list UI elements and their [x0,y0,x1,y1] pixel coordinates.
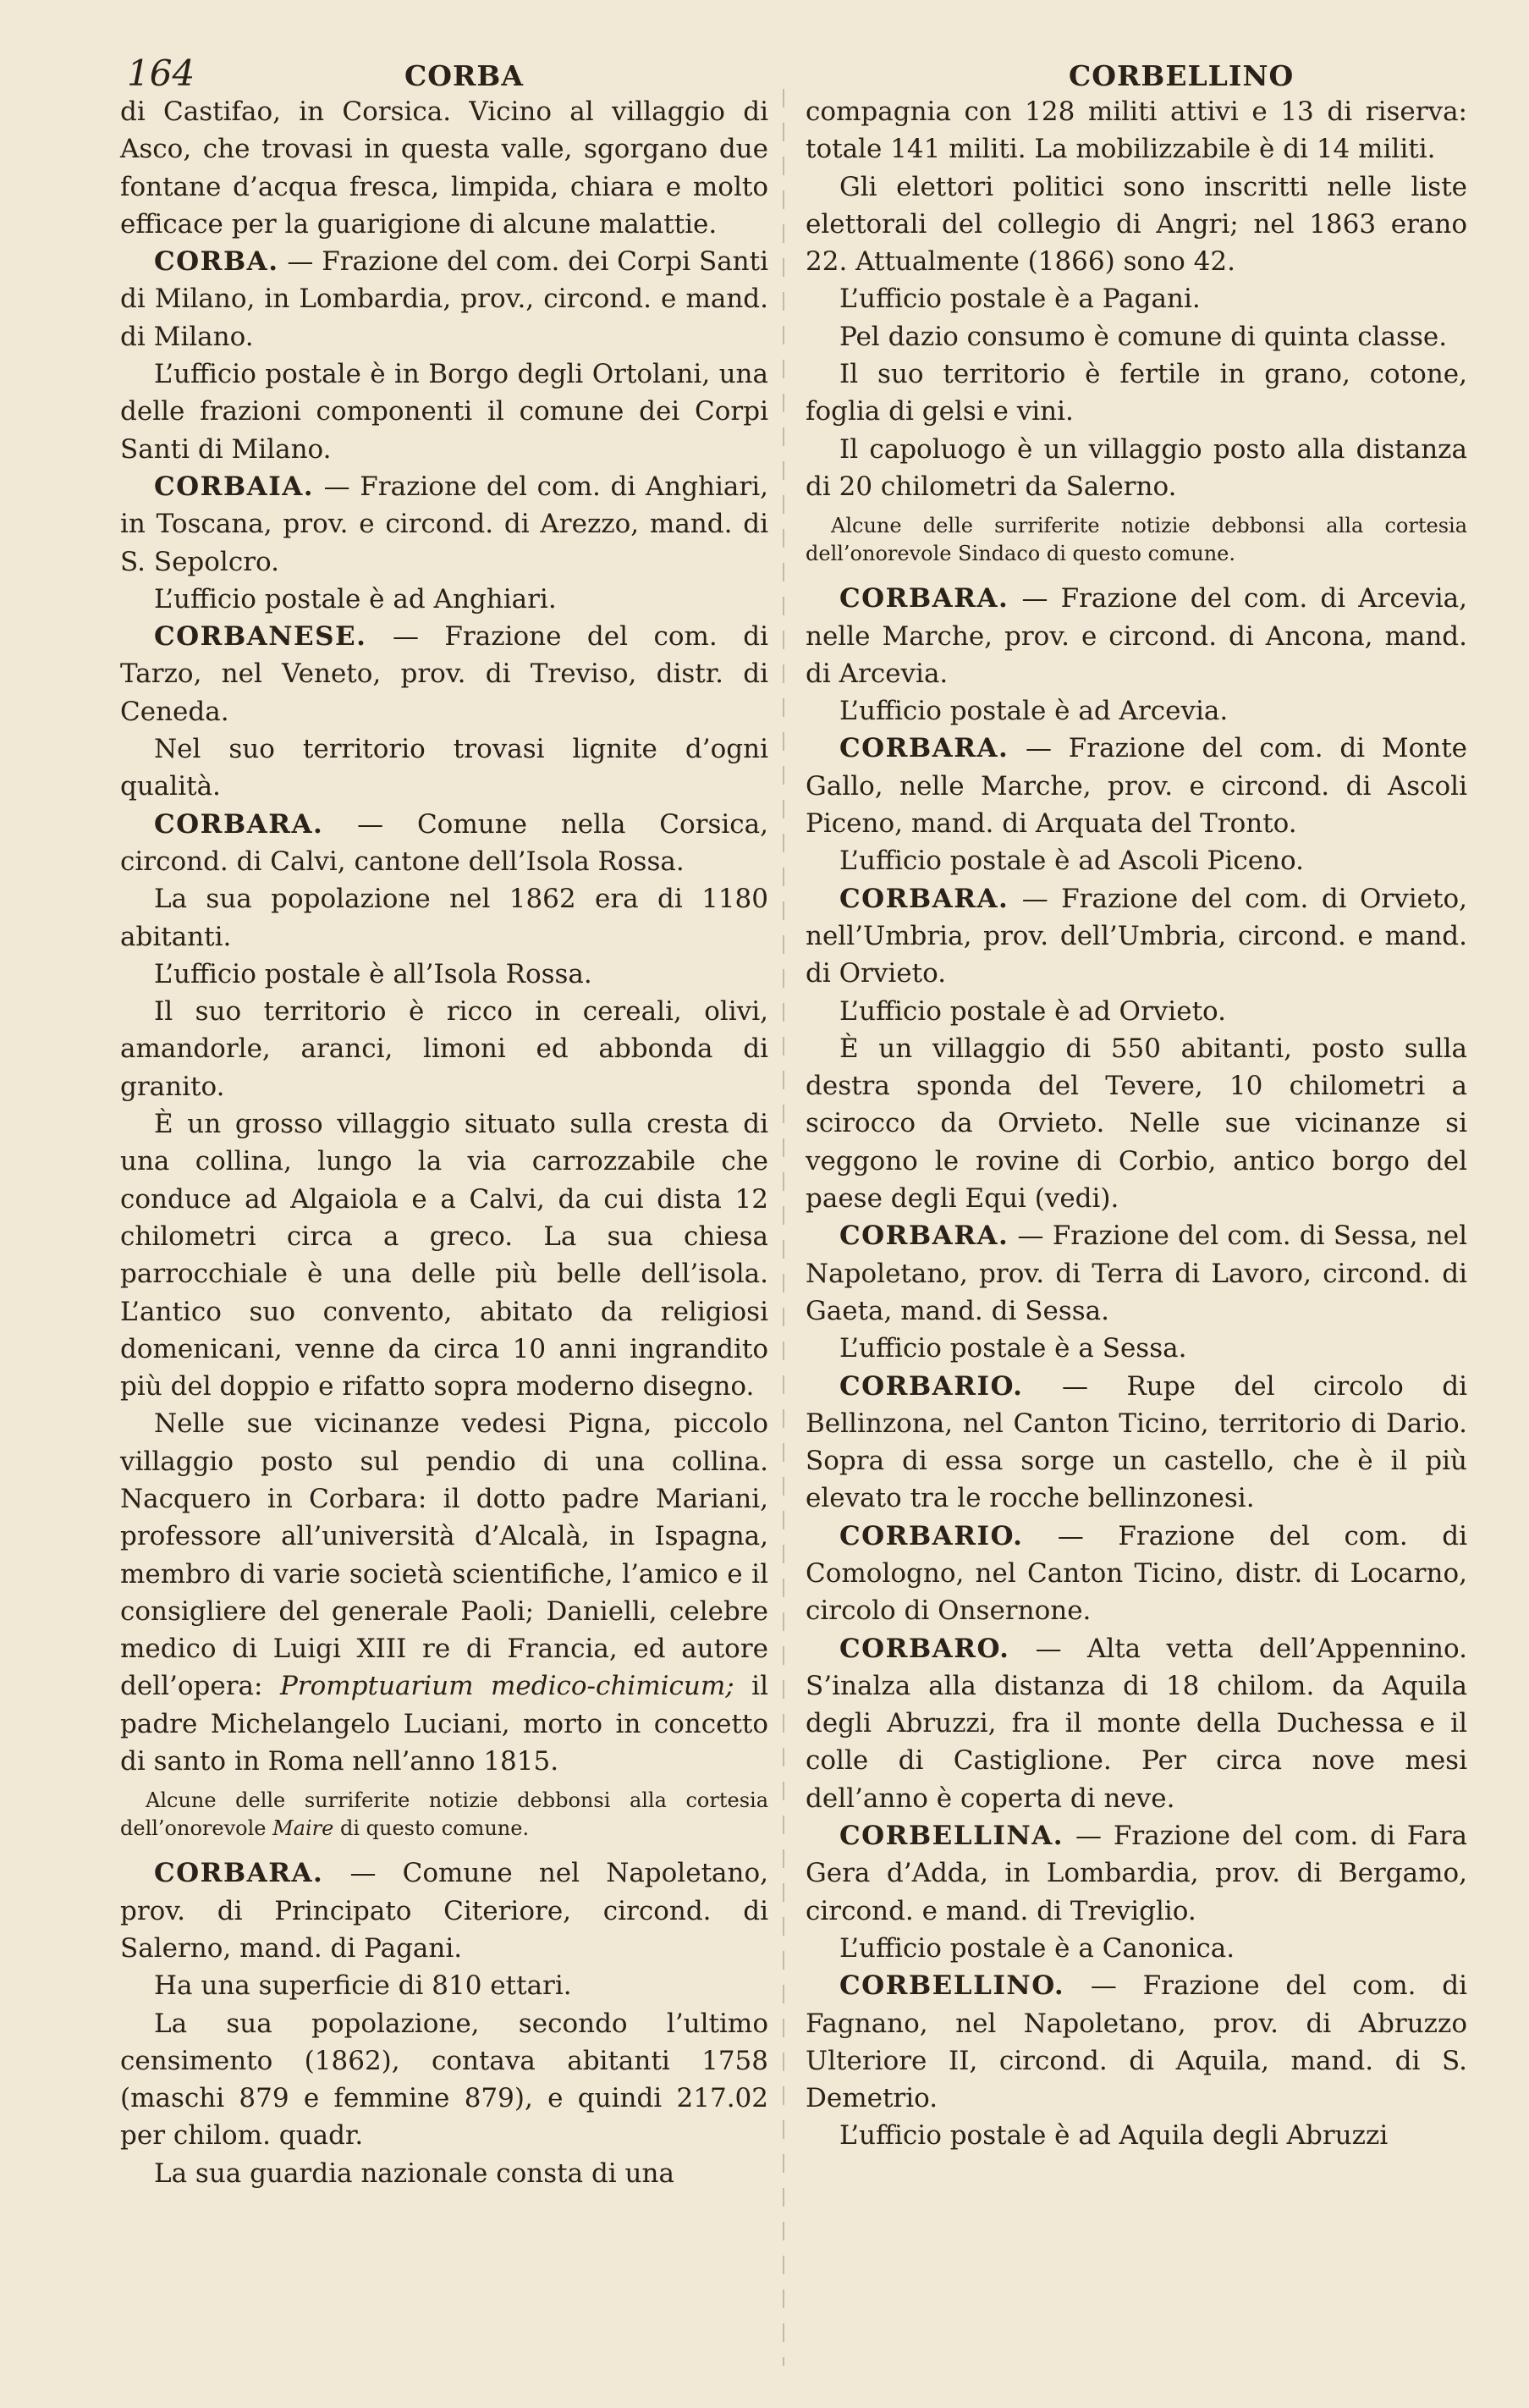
entry-headword: CORBARA. [154,808,324,840]
entry-text: L’ufficio postale è ad Arcevia. [839,696,1229,727]
entry-paragraph [120,1405,768,1780]
page-number: 164 [127,52,195,94]
entry-headword: CORBARA. [839,733,1009,764]
entry-text: Il suo territorio è fertile in grano, cotone, foglia di gelsi e vini. [806,359,1467,427]
entry-paragraph [120,1967,768,2004]
entry-headword: CORBAIA. [154,471,315,502]
gazetteer-entry [806,1630,1467,1817]
right-running-head: CORBELLINO [1069,59,1295,92]
footnote [806,512,1467,568]
entry-paragraph [806,318,1467,355]
entry-text: — Alta vetta dell’Appennino. S’inalza alla distanza di 18 chilom. da Aquila degli Abruzzi, fra il monte della Duchessa e il colle di Castiglione. Per circa nove mesi dell’anno è coperta di neve. [806,1633,1467,1814]
entry-text: — Frazione del com. di Fagnano, nel Napoletano, prov. di Abruzzo Ulteriore II, circond. di Aquila, mand. di S. Demetrio. [806,1970,1467,2114]
entry-text: L’ufficio postale è a Sessa. [839,1333,1187,1364]
entry-text: — Frazione del com. di Monte Gallo, nelle Marche, prov. e circond. di Ascoli Piceno, mand. di Arquata del Tronto. [806,733,1467,840]
entry-paragraph [120,581,768,618]
entry-text: La sua guardia nazionale consta di una [154,2157,674,2189]
entry-text: Ha una superficie di 810 ettari. [154,1970,572,2002]
entry-text: L’ufficio postale è a Canonica. [839,1932,1235,1964]
entry-text: La sua popolazione, secondo l’ultimo censimento (1862), contava abitanti 1758 (maschi 879 e femmine 879), e quindi 217.02 per chilom. quadr. [120,2008,768,2152]
entry-paragraph [806,355,1467,431]
entry-text: — Frazione del com. di Tarzo, nel Veneto, prov. di Treviso, distr. di Ceneda. [120,621,768,727]
gazetteer-entry [806,1817,1467,1930]
entry-text: Nelle sue vicinanze vedesi Pigna, piccolo villaggio posto sul pendio di una collina. Nacquero in Corbara: il dotto padre Mariani, professore all’università d’Alcalà, in Ispagna, membro di varie società scientifiche, l’amico e il consigliere del generale Paoli; Danielli, celebre medico di Luigi XIII re di Francia, ed autore dell’opera: [120,1408,768,1702]
entry-headword: CORBARIO. [839,1520,1024,1551]
entry-paragraph [120,880,768,956]
entry-text: Il suo territorio è ricco in cereali, olivi, amandorle, aranci, limoni ed abbonda di granito. [120,996,768,1102]
gazetteer-entry [120,468,768,581]
gazetteer-entry [120,243,768,355]
entry-headword: CORBELLINA. [839,1821,1064,1852]
entry-text: È un villaggio di 550 abitanti, posto sulla destra sponda del Tevere, 10 chilometri a scirocco da Orvieto. Nelle sue vicinanze si veggono le rovine di Corbio, antico borgo del paese degli Equi (vedi). [806,1033,1467,1215]
entry-text: L’ufficio postale è ad Aquila degli Abruzzi [839,2120,1389,2152]
column-divider [783,89,784,2366]
gazetteer-entry [120,618,768,730]
gazetteer-entry [806,1967,1467,2117]
entry-paragraph [120,1105,768,1405]
entry-text: Gli elettori politici sono inscritti nelle liste elettorali del collegio di Angri; nel 1863 erano 22. Attualmente (1866) sono 42. [806,171,1467,278]
entry-paragraph [120,2155,768,2192]
footnote [120,1787,768,1843]
entry-text: — Comune nel Napoletano, prov. di Principato Citeriore, circond. di Salerno, mand. di Pagani. [120,1858,768,1964]
entry-text-tail: di questo comune. [333,1816,530,1841]
entry-text: Il capoluogo è un villaggio posto alla distanza di 20 chilometri da Salerno. [806,433,1467,502]
entry-paragraph [120,2005,768,2155]
entry-paragraph [806,1030,1467,1217]
gazetteer-entry [806,880,1467,993]
entry-headword: CORBA. [154,246,279,278]
entry-text: L’ufficio postale è all’Isola Rossa. [154,958,592,989]
entry-text: L’ufficio postale è a Pagani. [839,284,1201,315]
entry-headword: CORBARA. [839,583,1009,614]
entry-text: — Frazione del com. di Sessa, nel Napoletano, prov. di Terra di Lavoro, circond. di Gaeta, mand. di Sessa. [806,1221,1467,1326]
entry-paragraph [120,355,768,468]
entry-text: L’ufficio postale è ad Ascoli Piceno. [839,846,1304,877]
entry-paragraph [806,1930,1467,1967]
entry-text: — Frazione del com. di Anghiari, in Toscana, prov. e circond. di Arezzo, mand. di S. Sepolcro. [120,471,768,577]
gazetteer-entry [120,1854,768,1967]
entry-text: — Frazione del com. di Fara Gera d’Adda, in Lombardia, prov. di Bergamo, circond. e mand. di Treviglio. [806,1821,1467,1926]
entry-headword: CORBARIO. [839,1370,1024,1402]
entry-text: L’ufficio postale è ad Orvieto. [839,995,1226,1027]
entry-text: Pel dazio consumo è comune di quinta classe. [839,321,1448,352]
entry-text: L’ufficio postale è in Borgo degli Ortolani, una delle frazioni componenti il comune dei Corpi Santi di Milano. [120,359,768,465]
entry-text: di Castifao, in Corsica. Vicino al villaggio di Asco, che trovasi in questa valle, sgorgano due fontane d’acqua fresca, limpida, chiara e molto efficace per la guarigione di alcune malattie. [120,96,768,240]
entry-text-tail: il padre Michelangelo Luciani, morto in concetto di santo in Roma nell’anno 1815. [120,1671,768,1777]
entry-paragraph [120,93,768,243]
gazetteer-entry [120,806,768,881]
entry-text: — Frazione del com. di Orvieto, nell’Umbria, prov. dell’Umbria, circond. e mand. di Orvieto. [806,883,1467,989]
entry-paragraph [806,280,1467,317]
gazetteer-entry [806,1368,1467,1518]
entry-headword: CORBARO. [839,1633,1010,1664]
entry-paragraph [806,93,1467,168]
entry-paragraph [806,993,1467,1030]
entry-headword: CORBELLINO. [839,1970,1065,2002]
entry-text: — Frazione del com. di Arcevia, nelle Marche, prov. e circond. di Ancona, mand. di Arcevia. [806,583,1467,689]
entry-text: Nel suo territorio trovasi lignite d’ogni qualità. [120,734,768,802]
entry-text: Alcune delle surriferite notizie debbonsi alla cortesia dell’onorevole [120,1788,768,1841]
entry-text: — Rupe del circolo di Bellinzona, nel Canton Ticino, territorio di Dario. Sopra di essa sorge un castello, che è il più elevato tra le rocche bellinzonesi. [806,1370,1467,1514]
italic-text: Maire [272,1816,334,1841]
entry-text: — Frazione del com. di Comologno, nel Canton Ticino, distr. di Locarno, circolo di Onsernone. [806,1520,1467,1627]
left-column [120,93,768,2192]
entry-paragraph [806,692,1467,730]
entry-paragraph [120,730,768,806]
left-running-head: CORBA [404,59,524,92]
entry-text: Alcune delle surriferite notizie debbonsi alla cortesia dell’onorevole Sindaco di questo comune. [806,514,1467,566]
entry-paragraph [806,1330,1467,1367]
gazetteer-entry [806,730,1467,842]
entry-text: L’ufficio postale è ad Anghiari. [154,583,557,614]
entry-paragraph [806,2117,1467,2154]
entry-headword: CORBARA. [839,1221,1009,1252]
gazetteer-entry [806,1217,1467,1330]
entry-paragraph [120,993,768,1105]
entry-paragraph [806,842,1467,879]
entry-text: compagnia con 128 militi attivi e 13 di riserva: totale 141 militi. La mobilizzabile è di 14 militi. [806,96,1467,165]
italic-text: Promptuarium medico-chimicum; [279,1671,734,1702]
entry-paragraph [120,956,768,993]
right-column [806,93,1467,2155]
entry-headword: CORBARA. [839,883,1009,914]
entry-text: — Frazione del com. dei Corpi Santi di Milano, in Lombardia, prov., circond. e mand. di Milano. [120,246,769,352]
gazetteer-entry [806,580,1467,692]
gazetteer-entry [806,1518,1467,1630]
entry-text: È un grosso villaggio situato sulla cresta di una collina, lungo la via carrozzabile che conduce ad Algaiola e a Calvi, da cui dista 12 chilometri circa a greco. La sua chiesa parrocchiale è una delle più belle dell’isola. L’antico suo convento, abitato da religiosi domenicani, venne da circa 10 anni ingrandito più del doppio e rifatto sopra moderno disegno. [120,1109,768,1402]
entry-text: — Comune nella Corsica, circond. di Calvi, cantone dell’Isola Rossa. [120,808,768,877]
entry-headword: CORBARA. [154,1858,324,1889]
entry-text: La sua popolazione nel 1862 era di 1180 abitanti. [120,884,768,952]
entry-paragraph [806,168,1467,281]
entry-headword: CORBANESE. [154,621,367,653]
entry-paragraph [806,431,1467,506]
